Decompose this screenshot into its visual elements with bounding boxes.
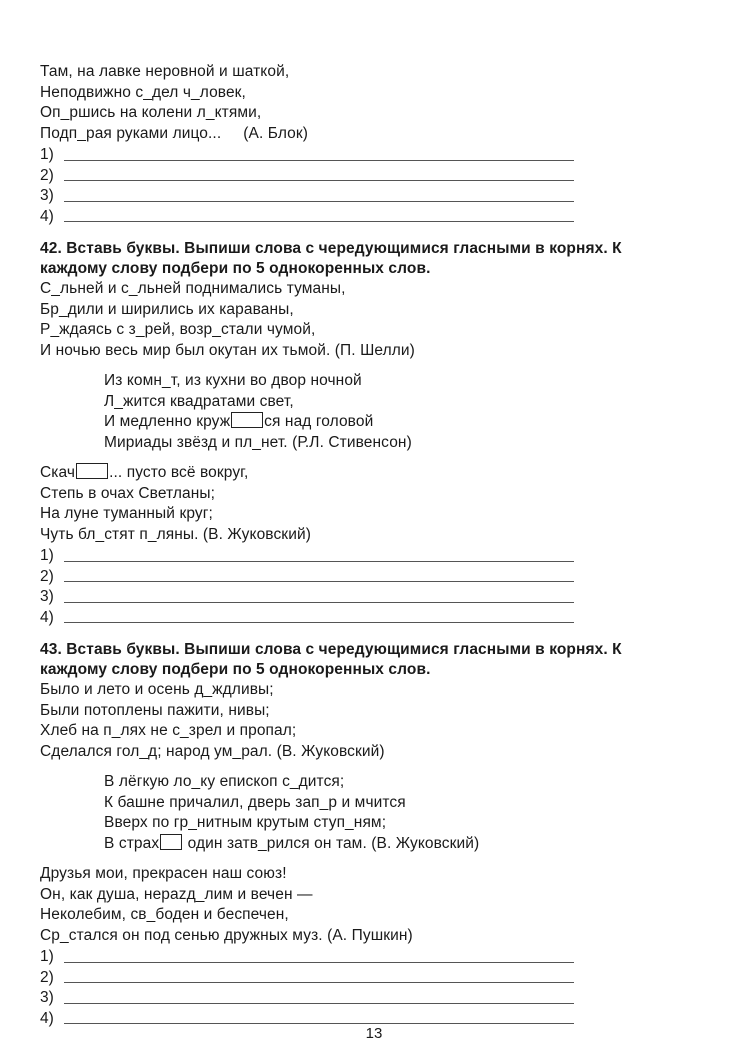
- task-title: 43. Вставь буквы. Выпиши слова с чередующимися гласными в корнях. К: [40, 641, 622, 658]
- answer-number: 3): [40, 989, 54, 1006]
- poem-line: К башне причалил, дверь зап_р и мчится: [104, 793, 406, 811]
- answer-rule[interactable]: [64, 1003, 574, 1004]
- poem-line: И ночью весь мир был окутан их тьмой. (П. Шелли): [40, 341, 415, 359]
- poem-line: [104, 412, 700, 433]
- line-text: ся над головой: [264, 413, 374, 430]
- task-title: 42. Вставь буквы. Выпиши слова с чередующимися гласными в корнях. К: [40, 240, 622, 257]
- poem-line: Были потоплены пажити, нивы;: [40, 701, 270, 719]
- answer-line[interactable]: [40, 608, 700, 629]
- answer-number: 4): [40, 1009, 54, 1027]
- poem-line: Оп_ршись на колени л_ктями,: [40, 104, 262, 121]
- answer-rule[interactable]: [64, 1023, 574, 1024]
- stanza: [40, 463, 700, 545]
- line-text: И медленно круж: [104, 413, 231, 430]
- task-title: каждому слову подбери по 5 однокоренных слов.: [40, 661, 431, 678]
- task-43: [40, 640, 700, 1029]
- stanza-indented: [40, 772, 700, 854]
- answer-number: 3): [40, 187, 54, 204]
- answer-rule[interactable]: [64, 962, 574, 963]
- answer-line[interactable]: [40, 166, 700, 187]
- answer-rule[interactable]: [64, 561, 574, 562]
- answer-rule[interactable]: [64, 581, 574, 582]
- answer-line[interactable]: [40, 968, 700, 989]
- answer-rule[interactable]: [64, 602, 574, 603]
- task-title: каждому слову подбери по 5 однокоренных слов.: [40, 260, 431, 277]
- line-text: один затв_рился он там. (В. Жуковский): [183, 834, 480, 852]
- poem-line: Из комн_т, из кухни во двор ночной: [104, 372, 362, 389]
- stanza: [40, 279, 700, 361]
- letter-box[interactable]: [76, 463, 108, 479]
- worksheet-page: [40, 62, 700, 1029]
- poem-line: Бр_дили и ширились их караваны,: [40, 300, 294, 318]
- answer-number: 2): [40, 567, 54, 585]
- answer-number: 1): [40, 547, 54, 564]
- answer-number: 1): [40, 146, 54, 163]
- answer-lines: [40, 546, 700, 628]
- poem-line: Ср_стался он под сенью дружных муз. (А. Пушкин): [40, 926, 413, 944]
- answer-number: 4): [40, 207, 54, 225]
- poem-line: Было и лето и осень д_ждливы;: [40, 681, 274, 698]
- poem-line: Там, на лавке неровной и шаткой,: [40, 63, 290, 80]
- poem-line: Чуть бл_стят п_ляны. (В. Жуковский): [40, 525, 311, 543]
- answer-rule[interactable]: [64, 201, 574, 202]
- answer-line[interactable]: [40, 546, 700, 567]
- answer-number: 2): [40, 968, 54, 986]
- answer-number: 2): [40, 166, 54, 184]
- answer-lines: [40, 145, 700, 227]
- task-42: [40, 239, 700, 628]
- poem-line: Степь в очах Светланы;: [40, 484, 216, 502]
- answer-line[interactable]: [40, 947, 700, 968]
- poem-line: Неколебим, св_боден и беспечен,: [40, 906, 289, 923]
- line-text: Скач: [40, 464, 76, 481]
- answer-lines: [40, 947, 700, 1029]
- letter-box[interactable]: [231, 412, 263, 428]
- poem-line: [40, 463, 700, 484]
- poem-top: [40, 62, 700, 227]
- letter-box[interactable]: [160, 834, 182, 850]
- poem-line: На луне туманный круг;: [40, 505, 213, 522]
- poem-line: Мириады звёзд и пл_нет. (Р.Л. Стивенсон): [104, 433, 412, 451]
- poem-line: С_льней и с_льней поднимались туманы,: [40, 280, 346, 297]
- answer-line[interactable]: [40, 145, 700, 166]
- answer-line[interactable]: [40, 988, 700, 1009]
- poem-line: Неподвижно с_дел ч_ловек,: [40, 83, 246, 101]
- answer-rule[interactable]: [64, 221, 574, 222]
- line-text: В страх: [104, 834, 160, 852]
- poem-line: Р_ждаясь с з_рей, возр_стали чумой,: [40, 321, 316, 338]
- answer-rule[interactable]: [64, 622, 574, 623]
- answer-rule[interactable]: [64, 180, 574, 181]
- stanza-indented: [40, 371, 700, 453]
- line-text: ... пусто всё вокруг,: [109, 464, 249, 481]
- poem-line: Хлеб на п_лях не с_зрел и пропал;: [40, 722, 297, 739]
- poem-line: [104, 834, 700, 855]
- answer-rule[interactable]: [64, 160, 574, 161]
- answer-rule[interactable]: [64, 982, 574, 983]
- poem-line: Он, как душа, нерazд_лим и вечен —: [40, 885, 313, 903]
- poem-line: Подп_рая руками лицо... (А. Блок): [40, 124, 309, 142]
- poem-line: Сделался гол_д; народ ум_рал. (В. Жуковский): [40, 742, 385, 760]
- answer-line[interactable]: [40, 207, 700, 228]
- stanza: [40, 680, 700, 762]
- stanza: [40, 864, 700, 946]
- answer-number: 1): [40, 948, 54, 965]
- answer-line[interactable]: [40, 587, 700, 608]
- answer-number: 4): [40, 608, 54, 626]
- poem-line: Друзья мои, прекрасен наш союз!: [40, 865, 287, 882]
- page-number: 13: [365, 1025, 383, 1042]
- poem-line: Л_жится квадратами свет,: [104, 392, 294, 410]
- answer-number: 3): [40, 588, 54, 605]
- answer-line[interactable]: [40, 186, 700, 207]
- poem-line: Вверх по гр_нитным крутым ступ_ням;: [104, 814, 387, 831]
- answer-line[interactable]: [40, 567, 700, 588]
- poem-line: В лёгкую ло_ку епископ с_дится;: [104, 773, 345, 790]
